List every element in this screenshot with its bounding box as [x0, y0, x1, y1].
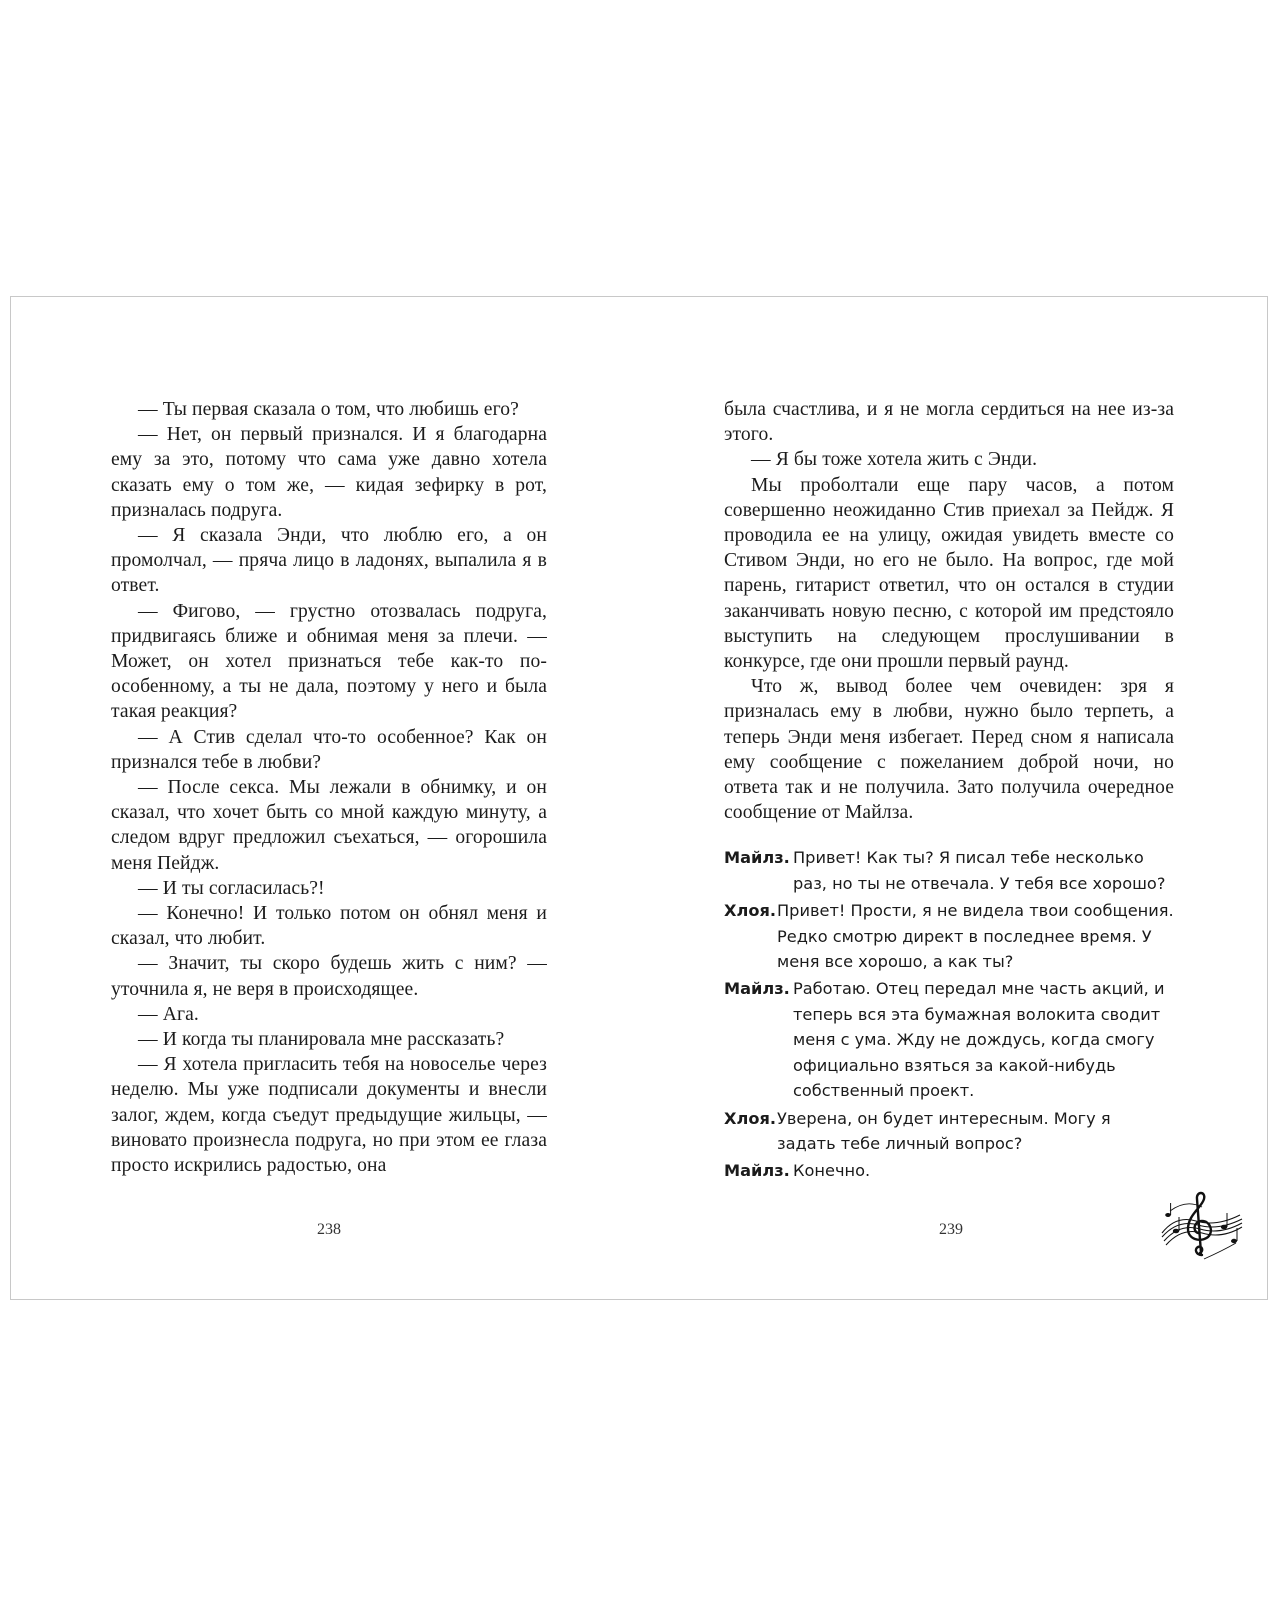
paragraph: Что ж, вывод более чем очевиден: зря я призналась ему в любви, нужно было терпеть, а теперь Энди меня избегает. Перед сном я написала ему сообщение с пожеланием доброй ночи, но ответа так и не получила. Зато получила очередное сообщение от Майлза.: [724, 676, 1174, 824]
paragraph: — Я хотела пригласить тебя на новоселье через неделю. Мы уже подписали документы и внесли залог, ждем, когда съедут предыдущие жильцы, — виновато произнесла подруга, но при этом ее глаза просто искрились радостью, она: [111, 1054, 547, 1177]
chat-speaker: Майлз.: [724, 848, 790, 868]
chat-transcript: [724, 845, 1174, 1183]
chat-text: Привет! Прости, я не видела твои сообщения. Редко смотрю директ в последнее время. У меня все хорошо, а как ты?: [777, 901, 1174, 972]
paragraph: — Я сказала Энди, что люблю его, а он промолчал, — пряча лицо в ладонях, выпалила я в ответ.: [111, 525, 547, 597]
paragraph: — Я бы тоже хотела жить с Энди.: [751, 449, 1038, 471]
chat-message: [724, 845, 1174, 896]
paragraph: — Фигово, — грустно отозвалась подруга, придвигаясь ближе и обнимая меня за плечи. — Может, он хотел признаться тебе как-то по-особенному, а ты не дала, поэтому у него и была такая реакция?: [111, 600, 547, 723]
chat-speaker: Майлз.: [724, 979, 790, 999]
page-number-right: 239: [939, 1221, 963, 1238]
paragraph: — Ты первая сказала о том, что любишь его?: [138, 399, 519, 420]
chat-speaker: Хлоя.: [724, 901, 777, 921]
chat-text: Работаю. Отец передал мне часть акций, и теперь вся эта бумажная волокита сводит меня с ума. Жду не дождусь, когда смогу официально взяться за какой-нибудь собственный проект.: [793, 979, 1165, 1101]
paragraph: — И когда ты планировала мне рассказать?: [138, 1029, 505, 1051]
page-number-left: 238: [317, 1221, 341, 1238]
left-page: [111, 397, 547, 1178]
paragraph: — И ты согласилась?!: [138, 877, 325, 899]
chat-text: Привет! Как ты? Я писал тебе несколько раз, но ты не отвечала. У тебя все хорошо?: [793, 848, 1166, 893]
paragraph: — После секса. Мы лежали в обнимку, и он сказал, что хочет быть со мной каждую минуту, а следом вдруг предложил съехаться, — огорошила меня Пейдж.: [111, 777, 547, 874]
chat-message: [724, 976, 1174, 1103]
chat-speaker: Хлоя.: [724, 1108, 777, 1128]
paragraph: — Ага.: [138, 1003, 199, 1025]
paragraph: — А Стив сделал что-то особенное? Как он признался тебе в любви?: [111, 726, 547, 773]
treble-clef-icon: [1156, 1185, 1246, 1265]
paragraph: Мы проболтали еще пару часов, а потом совершенно неожиданно Стив приехал за Пейдж. Я проводила ее на улицу, ожидая увидеть вместе со Стивом Энди, но его не было. На вопрос, где мой парень, гитарист ответил, что он остался в студии заканчивать новую песню, с которой им предстояло выступить на следующем прослушивании в конкурсе, где они прошли первый раунд.: [724, 474, 1174, 673]
paragraph: — Нет, он первый признался. И я благодарна ему за это, потому что сама уже давно хотела сказать ему о том же, — кидая зефирку в рот, призналась подруга.: [111, 424, 547, 521]
book-spread: [10, 296, 1268, 1300]
paragraph: — Значит, ты скоро будешь жить с ним? — уточнила я, не веря в происходящее.: [111, 953, 547, 1000]
chat-text: Уверена, он будет интересным. Могу я задать тебе личный вопрос?: [777, 1108, 1111, 1153]
right-page: [724, 397, 1174, 1186]
chat-message: [724, 1158, 1174, 1183]
chat-speaker: Майлз.: [724, 1161, 790, 1181]
chat-message: [724, 1106, 1174, 1157]
chat-text: Конечно.: [793, 1161, 871, 1181]
paragraph-continuation: была счастлива, и я не могла сердиться на нее из-за этого.: [724, 399, 1174, 446]
paragraph: — Конечно! И только потом он обнял меня и сказал, что любит.: [111, 903, 547, 950]
chat-message: [724, 898, 1174, 974]
